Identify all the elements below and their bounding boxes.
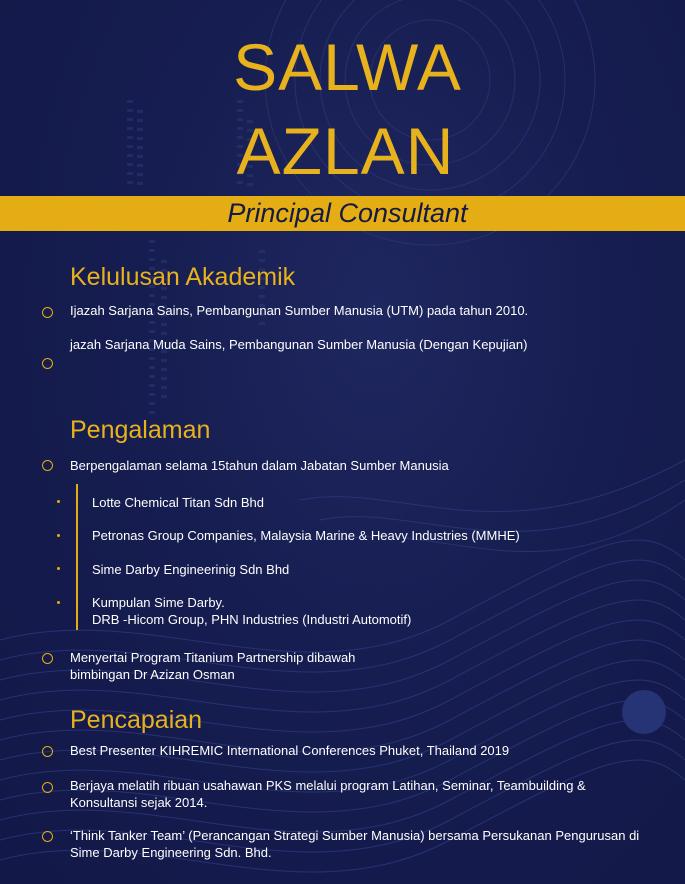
achievement-item: Best Presenter KIHREMIC International Conferences Phuket, Thailand 2019 — [70, 743, 510, 758]
dot-bullet-icon — [57, 601, 60, 604]
circle-bullet-icon — [42, 782, 53, 793]
experience-intro: Berpengalaman selama 15tahun dalam Jabatan Sumber Manusia — [70, 458, 449, 473]
company-item: Petronas Group Companies, Malaysia Marine & Heavy Industries (MMHE) — [92, 528, 520, 543]
company-list-line — [76, 484, 78, 630]
dot-bullet-icon — [57, 534, 60, 537]
dot-bullet-icon — [57, 500, 60, 503]
achievement-item-line-2: Sime Darby Engineering Sdn. Bhd. — [70, 845, 272, 860]
section-title-achievements: Pencapaian — [70, 706, 203, 734]
program-line-1: Menyertai Program Titanium Partnership dibawah — [70, 650, 356, 665]
name-first-line: SALWA — [233, 30, 462, 104]
circle-bullet-icon — [42, 831, 53, 842]
company-item-continued: DRB -Hicom Group, PHN Industries (Industri Automotif) — [92, 612, 412, 627]
company-item: Kumpulan Sime Darby. — [92, 595, 225, 610]
circle-bullet-icon — [42, 746, 53, 757]
academic-item: jazah Sarjana Muda Sains, Pembangunan Sumber Manusia (Dengan Kepujian) — [70, 337, 528, 352]
program-line-2: bimbingan Dr Azizan Osman — [70, 667, 235, 682]
achievement-item-line-1: ‘Think Tanker Team’ (Perancangan Strategi Sumber Manusia) bersama Persukanan Pengurusan di — [70, 828, 640, 843]
job-title: Principal Consultant — [227, 198, 468, 228]
section-title-experience: Pengalaman — [70, 416, 211, 444]
academic-item: Ijazah Sarjana Sains, Pembangunan Sumber Manusia (UTM) pada tahun 2010. — [70, 303, 529, 318]
company-item: Lotte Chemical Titan Sdn Bhd — [92, 495, 264, 510]
achievement-item-line-1: Berjaya melatih ribuan usahawan PKS melalui program Latihan, Seminar, Teambuilding & — [70, 778, 586, 793]
circle-bullet-icon — [42, 460, 53, 471]
circle-bullet-icon — [42, 358, 53, 369]
name-second-line: AZLAN — [236, 114, 455, 188]
achievement-item-line-2: Konsultansi sejak 2014. — [70, 795, 208, 810]
circle-bullet-icon — [42, 653, 53, 664]
dot-bullet-icon — [57, 567, 60, 570]
circle-bullet-icon — [42, 307, 53, 318]
company-item: Sime Darby Engineerinig Sdn Bhd — [92, 562, 290, 577]
section-title-academic: Kelulusan Akademik — [70, 263, 296, 291]
decorative-circle — [622, 690, 666, 734]
